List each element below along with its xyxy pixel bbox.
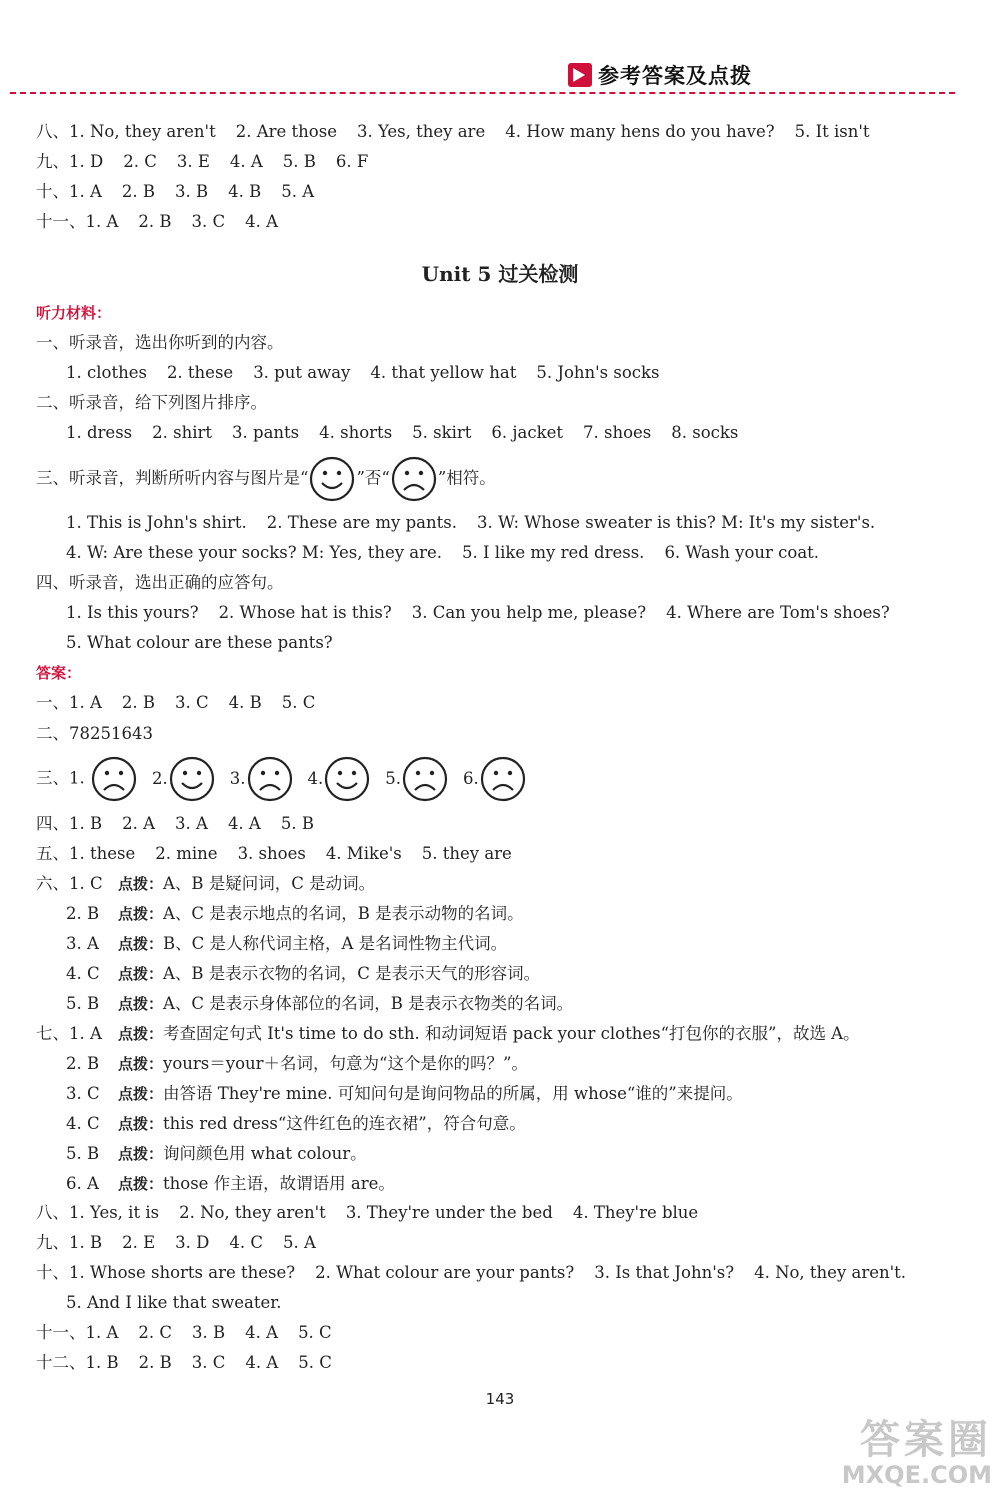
explained-answer: 七、1. A 点拨：考查固定句式 It's time to do sth. 和动词短语 pack your clothes“打包你的衣服”，故选 A。 — [36, 1024, 860, 1043]
face-answer: 2. — [152, 769, 216, 788]
answer-row: 十、1. A 2. B 3. B 4. B 5. A — [36, 182, 315, 201]
header-divider — [10, 92, 955, 94]
faces-answer-row: 三、1. 2. 3. 4. 5. 6. — [36, 755, 541, 803]
answer-row: 九、1. D 2. C 3. E 4. A 5. B 6. F — [36, 152, 369, 171]
answer-row: 八、1. No, they aren't 2. Are those 3. Yes, they are 4. How many hens do you have? 5. It isn't — [36, 122, 870, 141]
header-label: 参考答案及点拨 — [598, 64, 752, 88]
explained-answer: 六、1. C 点拨：A、B 是疑问词，C 是动词。 — [36, 874, 376, 893]
answer-row: 十一、1. A 2. B 3. C 4. A — [36, 212, 279, 231]
sad-face-icon — [90, 755, 138, 803]
answer-row: 五、1. these 2. mine 3. shoes 4. Mike's 5. they are — [36, 844, 512, 863]
face-answer: 6. — [463, 769, 527, 788]
answer-row: 十、1. Whose shorts are these? 2. What colour are your pants? 3. Is that John's? 4. No, they aren't. — [36, 1263, 907, 1282]
explained-answer: 4. C 点拨：this red dress“这件红色的连衣裙”，符合句意。 — [66, 1114, 526, 1133]
sad-face-icon — [390, 455, 438, 503]
explained-answer: 3. C 点拨：由答语 They're mine. 可知问句是询问物品的所属，用 whose“谁的”来提问。 — [66, 1084, 743, 1103]
section-label: 听力材料： — [36, 304, 112, 322]
header — [568, 60, 752, 90]
sad-face-icon — [479, 755, 527, 803]
item-row: 4. W: Are these your socks? M: Yes, they are. 5. I like my red dress. 6. Wash your coat. — [66, 543, 820, 562]
explained-answer: 5. B 点拨：询问颜色用 what colour。 — [66, 1144, 367, 1163]
face-answer: 4. — [308, 769, 372, 788]
answer-row: 八、1. Yes, it is 2. No, they aren't 3. They're under the bed 4. They're blue — [36, 1203, 699, 1222]
item-row: 1. This is John's shirt. 2. These are my pants. 3. W: Whose sweater is this? M: It's my sister's. — [66, 513, 876, 532]
item-row: 1. dress 2. shirt 3. pants 4. shorts 5. skirt 6. jacket 7. shoes 8. socks — [66, 423, 739, 442]
face-answer: 3. — [230, 769, 294, 788]
question-heading: 三、听录音，判断所听内容与图片是“ ”否“ ”相符。 — [36, 455, 496, 503]
page-number: 143 — [485, 1390, 515, 1408]
sad-face-icon — [246, 755, 294, 803]
explained-answer: 3. A 点拨：B、C 是人称代词主格，A 是名词性物主代词。 — [66, 934, 508, 953]
answer-row: 5. And I like that sweater. — [66, 1293, 282, 1312]
answer-row: 四、1. B 2. A 3. A 4. A 5. B — [36, 814, 314, 833]
question-heading: 四、听录音，选出正确的应答句。 — [36, 573, 284, 592]
explained-answer: 2. B 点拨：A、C 是表示地点的名词，B 是表示动物的名词。 — [66, 904, 524, 923]
section-label: 答案： — [36, 664, 82, 682]
sad-face-icon — [401, 755, 449, 803]
happy-face-icon — [168, 755, 216, 803]
question-heading: 一、听录音，选出你听到的内容。 — [36, 333, 284, 352]
happy-face-icon — [323, 755, 371, 803]
happy-face-icon — [308, 455, 356, 503]
item-row: 1. Is this yours? 2. Whose hat is this? 3. Can you help me, please? 4. Where are Tom's shoes? — [66, 603, 890, 622]
question-heading: 二、听录音，给下列图片排序。 — [36, 393, 267, 412]
arrow-icon — [568, 63, 592, 87]
explained-answer: 4. C 点拨：A、B 是表示衣物的名词，C 是表示天气的形容词。 — [66, 964, 541, 983]
explained-answer: 5. B 点拨：A、C 是表示身体部位的名词，B 是表示衣物类的名词。 — [66, 994, 574, 1013]
explained-answer: 6. A 点拨：those 作主语，故谓语用 are。 — [66, 1174, 395, 1193]
answer-row: 一、1. A 2. B 3. C 4. B 5. C — [36, 693, 316, 712]
page-title: Unit 5 过关检测 — [421, 262, 579, 286]
watermark: 答案圈 MXQE.COM — [841, 1417, 992, 1489]
item-row: 5. What colour are these pants? — [66, 633, 333, 652]
answer-row: 十二、1. B 2. B 3. C 4. A 5. C — [36, 1353, 332, 1372]
face-answer — [90, 769, 138, 788]
answer-row: 二、78251643 — [36, 724, 153, 743]
explained-answer: 2. B 点拨：yours＝your＋名词，句意为“这个是你的吗？”。 — [66, 1054, 528, 1073]
item-row: 1. clothes 2. these 3. put away 4. that yellow hat 5. John's socks — [66, 363, 660, 382]
answer-row: 十一、1. A 2. C 3. B 4. A 5. C — [36, 1323, 332, 1342]
answer-row: 九、1. B 2. E 3. D 4. C 5. A — [36, 1233, 316, 1252]
face-answer: 5. — [385, 769, 449, 788]
